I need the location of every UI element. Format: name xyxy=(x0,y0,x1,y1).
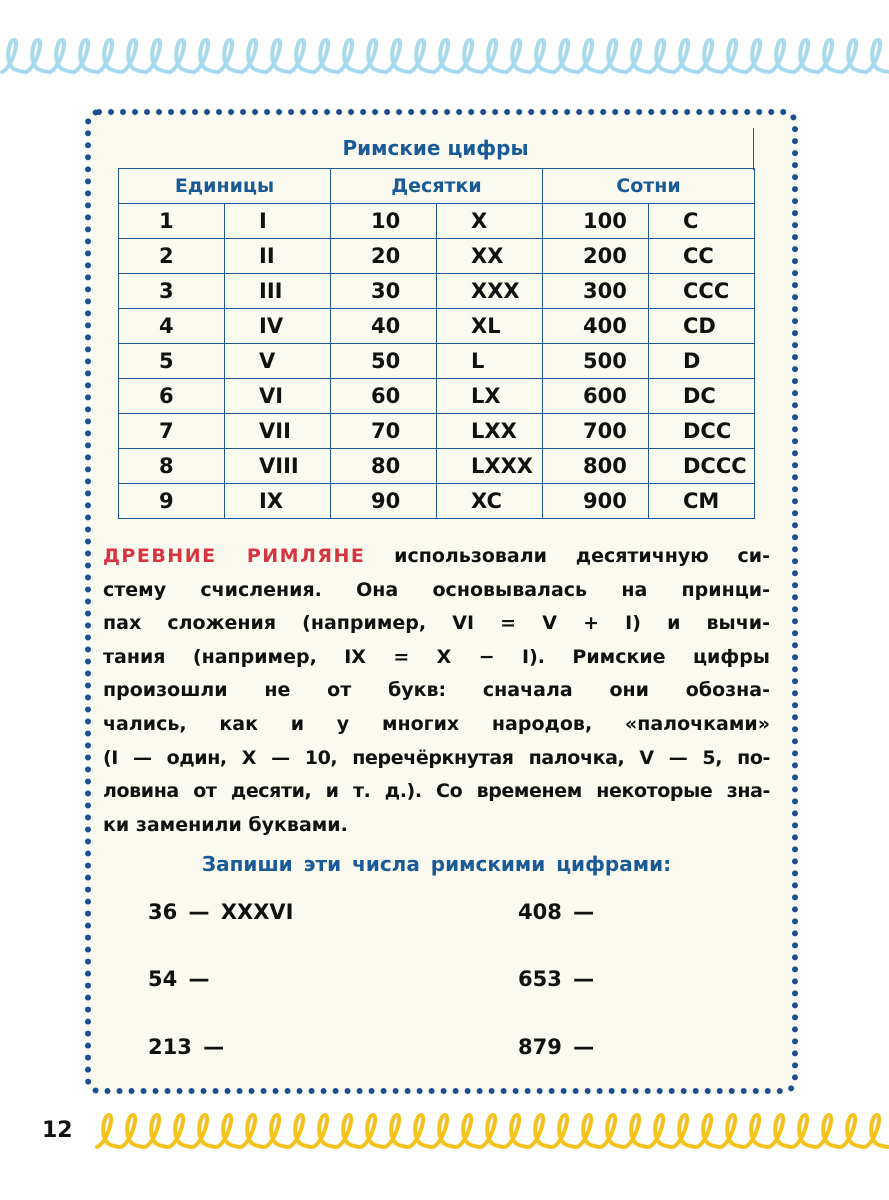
arabic-number-cell: 700 xyxy=(543,414,649,449)
arabic-number-cell: 30 xyxy=(331,274,437,309)
roman-numeral-cell: V xyxy=(225,344,331,379)
arabic-number-cell: 7 xyxy=(119,414,225,449)
arabic-number-cell: 2 xyxy=(119,239,225,274)
arabic-number-cell: 3 xyxy=(119,274,225,309)
exercise-title: Запиши эти числа римскими цифрами: xyxy=(201,852,672,876)
arabic-number-cell: 6 xyxy=(119,379,225,414)
roman-numeral-cell: XX xyxy=(437,239,543,274)
paragraph-line: ловина от десяти, и т. д.). Со временем некоторые зна- xyxy=(103,780,770,803)
roman-numeral-cell: DCC xyxy=(649,414,755,449)
arabic-number-cell: 800 xyxy=(543,449,649,484)
table-title: Римские цифры xyxy=(342,136,529,160)
paragraph-line: ДРЕВНИЕ РИМЛЯНЕ использовали десятичную си- xyxy=(103,545,770,567)
exercise-item-36: 36 — XXXVI xyxy=(148,900,294,924)
header-tens: Десятки xyxy=(331,169,543,204)
roman-numeral-cell: CM xyxy=(649,484,755,519)
roman-numeral-cell: L xyxy=(437,344,543,379)
roman-numeral-cell: I xyxy=(225,204,331,239)
table-header-row xyxy=(119,169,755,204)
table-row xyxy=(119,274,755,309)
header-hundreds: Сотни xyxy=(543,169,755,204)
paragraph-line: (I — один, X — 10, перечёркнутая палочка, V — 5, по- xyxy=(103,746,770,769)
paragraph-line: чались, как и у многих народов, «палочками» xyxy=(103,712,770,735)
arabic-number-cell: 900 xyxy=(543,484,649,519)
table-title-divider xyxy=(753,128,754,170)
exercise-item-408[interactable]: 408 — xyxy=(518,900,595,924)
roman-numeral-cell: XXX xyxy=(437,274,543,309)
arabic-number-cell: 1 xyxy=(119,204,225,239)
roman-numeral-cell: CD xyxy=(649,309,755,344)
paragraph-line: произошли не от букв: сначала они обозна- xyxy=(103,679,770,702)
roman-numeral-cell: X xyxy=(437,204,543,239)
table-row xyxy=(119,344,755,379)
roman-numeral-cell: VI xyxy=(225,379,331,414)
arabic-number-cell: 9 xyxy=(119,484,225,519)
header-units: Единицы xyxy=(119,169,331,204)
arabic-number-cell: 90 xyxy=(331,484,437,519)
roman-numeral-cell: LXXX xyxy=(437,449,543,484)
paragraph-line: пах сложения (например, VI = V + I) и вычи- xyxy=(103,612,770,635)
roman-numeral-cell: LX xyxy=(437,379,543,414)
roman-numeral-cell: II xyxy=(225,239,331,274)
roman-numeral-cell: DC xyxy=(649,379,755,414)
table-row xyxy=(119,204,755,239)
roman-numeral-cell: C xyxy=(649,204,755,239)
arabic-number-cell: 8 xyxy=(119,449,225,484)
arabic-number-cell: 200 xyxy=(543,239,649,274)
arabic-number-cell: 400 xyxy=(543,309,649,344)
arabic-number-cell: 5 xyxy=(119,344,225,379)
roman-numeral-cell: DCCC xyxy=(649,449,755,484)
paragraph-line: тания (например, IX = X − I). Римские цифры xyxy=(103,645,770,668)
roman-numeral-cell: IV xyxy=(225,309,331,344)
top-wave-decoration xyxy=(0,30,889,85)
arabic-number-cell: 70 xyxy=(331,414,437,449)
table-row xyxy=(119,414,755,449)
exercise-item-879[interactable]: 879 — xyxy=(518,1035,595,1059)
paragraph-line: стему счисления. Она основывалась на принци- xyxy=(103,578,770,601)
bottom-wave-decoration xyxy=(95,1105,889,1160)
table-row xyxy=(119,379,755,414)
paragraph-line: ки заменили буквами. xyxy=(103,813,348,836)
arabic-number-cell: 10 xyxy=(331,204,437,239)
arabic-number-cell: 100 xyxy=(543,204,649,239)
highlight-text: ДРЕВНИЕ РИМЛЯНЕ xyxy=(103,545,366,567)
history-paragraph xyxy=(103,540,770,842)
arabic-number-cell: 500 xyxy=(543,344,649,379)
roman-numeral-cell: IX xyxy=(225,484,331,519)
roman-numeral-cell: XC xyxy=(437,484,543,519)
arabic-number-cell: 60 xyxy=(331,379,437,414)
arabic-number-cell: 80 xyxy=(331,449,437,484)
arabic-number-cell: 40 xyxy=(331,309,437,344)
roman-numeral-cell: III xyxy=(225,274,331,309)
roman-numeral-cell: VII xyxy=(225,414,331,449)
table-row xyxy=(119,239,755,274)
roman-numeral-cell: XL xyxy=(437,309,543,344)
arabic-number-cell: 600 xyxy=(543,379,649,414)
arabic-number-cell: 50 xyxy=(331,344,437,379)
roman-numerals-table xyxy=(118,168,755,519)
page-number: 12 xyxy=(42,1118,73,1143)
arabic-number-cell: 20 xyxy=(331,239,437,274)
table-row xyxy=(119,449,755,484)
arabic-number-cell: 4 xyxy=(119,309,225,344)
table-row xyxy=(119,309,755,344)
arabic-number-cell: 300 xyxy=(543,274,649,309)
table-row xyxy=(119,484,755,519)
roman-numeral-cell: CC xyxy=(649,239,755,274)
roman-numeral-cell: D xyxy=(649,344,755,379)
exercise-item-213[interactable]: 213 — xyxy=(148,1035,225,1059)
exercise-item-653[interactable]: 653 — xyxy=(518,967,595,991)
roman-numeral-cell: CCC xyxy=(649,274,755,309)
exercise-item-54[interactable]: 54 — xyxy=(148,967,210,991)
roman-numeral-cell: VIII xyxy=(225,449,331,484)
roman-numeral-cell: LXX xyxy=(437,414,543,449)
